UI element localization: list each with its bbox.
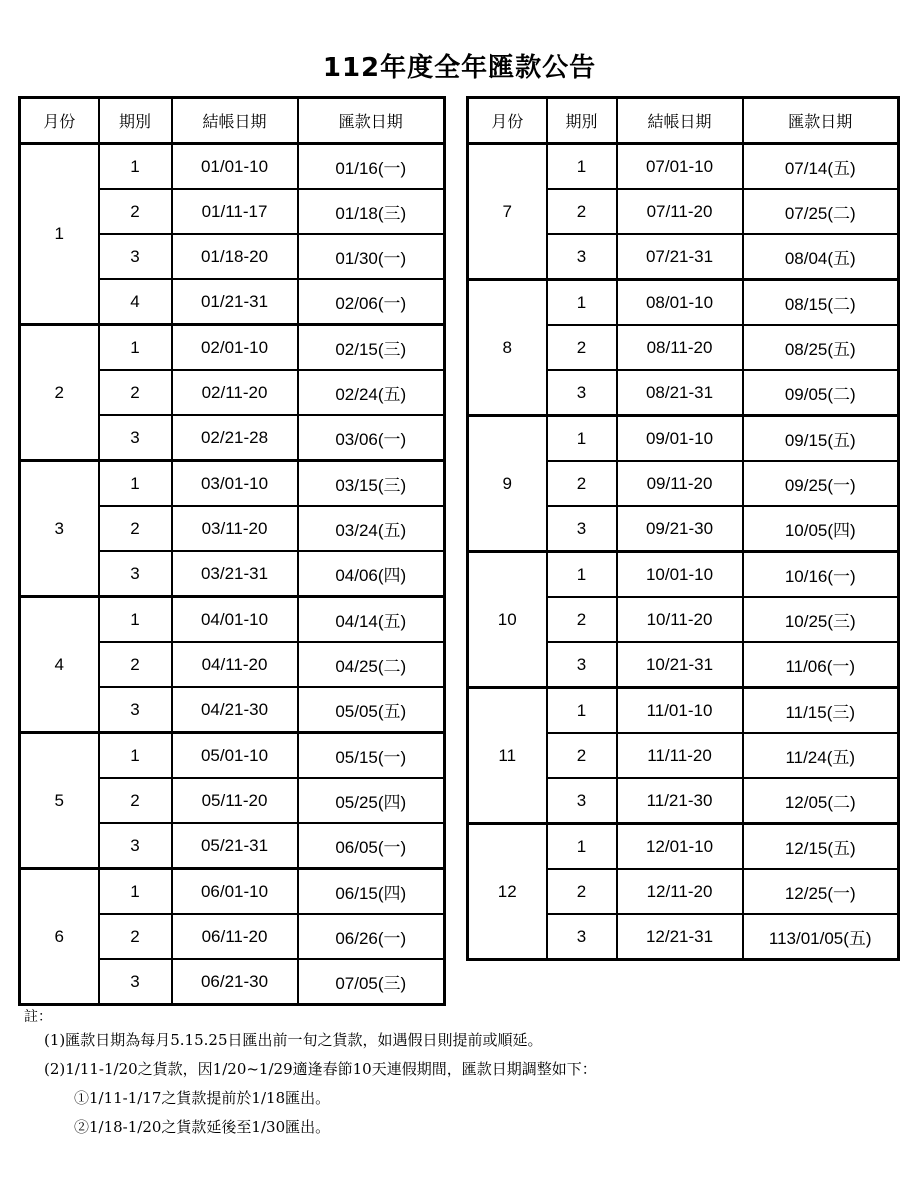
period-cell: 3: [99, 551, 172, 597]
table-row: [20, 325, 445, 371]
closing-date-cell: 07/21-31: [617, 234, 743, 280]
schedule-table-right: [466, 96, 900, 961]
table-row: [20, 461, 445, 507]
note-line-1: (1)匯款日期為每月5.15.25日匯出前一旬之貨款，如遇假日則提前或順延。: [44, 1031, 543, 1049]
period-cell: 2: [99, 370, 172, 415]
remit-date-cell: 11/06(一): [743, 642, 899, 688]
period-cell: 1: [547, 144, 617, 190]
note-line-2: (2)1/11-1/20之貨款，因1/20~1/29適逢春節10天連假期間，匯款日期調整如下：: [44, 1060, 597, 1078]
period-cell: 2: [99, 914, 172, 959]
period-cell: 3: [547, 234, 617, 280]
remit-date-cell: 06/15(四): [298, 869, 445, 915]
period-cell: 3: [547, 370, 617, 416]
period-cell: 2: [99, 189, 172, 234]
closing-date-cell: 10/21-31: [617, 642, 743, 688]
closing-date-cell: 05/01-10: [172, 733, 298, 779]
remit-date-cell: 05/15(一): [298, 733, 445, 779]
closing-date-cell: 12/11-20: [617, 869, 743, 914]
closing-date-cell: 03/21-31: [172, 551, 298, 597]
period-cell: 3: [547, 642, 617, 688]
header-period: 期別: [99, 98, 172, 144]
closing-date-cell: 02/01-10: [172, 325, 298, 371]
notes-heading: 註：: [24, 1009, 52, 1025]
month-cell: 1: [20, 144, 99, 325]
period-cell: 2: [547, 733, 617, 778]
period-cell: 2: [99, 778, 172, 823]
table-row: [468, 552, 899, 598]
period-cell: 2: [547, 325, 617, 370]
notes-section: [24, 1008, 597, 1142]
remit-date-cell: 08/04(五): [743, 234, 899, 280]
remit-date-cell: 10/25(三): [743, 597, 899, 642]
remit-date-cell: 03/24(五): [298, 506, 445, 551]
closing-date-cell: 11/11-20: [617, 733, 743, 778]
closing-date-cell: 07/11-20: [617, 189, 743, 234]
period-cell: 3: [99, 959, 172, 1005]
remit-date-cell: 07/05(三): [298, 959, 445, 1005]
period-cell: 3: [99, 234, 172, 279]
note-sub-2: ②1/18-1/20之貨款延後至1/30匯出。: [74, 1118, 331, 1136]
table-row: [20, 144, 445, 190]
remit-date-cell: 04/14(五): [298, 597, 445, 643]
month-cell: 3: [20, 461, 99, 597]
remit-date-cell: 06/26(一): [298, 914, 445, 959]
table-row: [468, 416, 899, 462]
remit-date-cell: 11/15(三): [743, 688, 899, 734]
period-cell: 2: [547, 189, 617, 234]
remit-date-cell: 03/06(一): [298, 415, 445, 461]
table-row: [20, 869, 445, 915]
closing-date-cell: 11/01-10: [617, 688, 743, 734]
period-cell: 1: [99, 597, 172, 643]
remit-date-cell: 06/05(一): [298, 823, 445, 869]
remit-date-cell: 09/25(一): [743, 461, 899, 506]
month-cell: 12: [468, 824, 547, 960]
closing-date-cell: 08/21-31: [617, 370, 743, 416]
period-cell: 1: [547, 416, 617, 462]
month-cell: 5: [20, 733, 99, 869]
remit-date-cell: 05/05(五): [298, 687, 445, 733]
closing-date-cell: 08/01-10: [617, 280, 743, 326]
schedule-table-left: [18, 96, 446, 1006]
month-cell: 2: [20, 325, 99, 461]
period-cell: 2: [547, 597, 617, 642]
month-cell: 7: [468, 144, 547, 280]
period-cell: 3: [547, 778, 617, 824]
period-cell: 2: [547, 869, 617, 914]
period-cell: 3: [99, 687, 172, 733]
period-cell: 1: [99, 733, 172, 779]
closing-date-cell: 09/01-10: [617, 416, 743, 462]
closing-date-cell: 01/01-10: [172, 144, 298, 190]
closing-date-cell: 02/21-28: [172, 415, 298, 461]
closing-date-cell: 12/01-10: [617, 824, 743, 870]
period-cell: 1: [547, 280, 617, 326]
note-sub-1: ①1/11-1/17之貨款提前於1/18匯出。: [74, 1089, 331, 1107]
header-period: 期別: [547, 98, 617, 144]
closing-date-cell: 03/11-20: [172, 506, 298, 551]
remit-date-cell: 01/16(一): [298, 144, 445, 190]
closing-date-cell: 04/11-20: [172, 642, 298, 687]
closing-date-cell: 07/01-10: [617, 144, 743, 190]
closing-date-cell: 10/01-10: [617, 552, 743, 598]
period-cell: 1: [99, 461, 172, 507]
closing-date-cell: 09/21-30: [617, 506, 743, 552]
period-cell: 2: [99, 642, 172, 687]
remit-date-cell: 02/06(一): [298, 279, 445, 325]
header-remit-date: 匯款日期: [298, 98, 445, 144]
page-title: 112年度全年匯款公告: [322, 53, 597, 83]
table-row: [468, 280, 899, 326]
closing-date-cell: 02/11-20: [172, 370, 298, 415]
header-row: [20, 98, 445, 144]
remit-date-cell: 07/14(五): [743, 144, 899, 190]
closing-date-cell: 11/21-30: [617, 778, 743, 824]
period-cell: 3: [99, 415, 172, 461]
remit-date-cell: 03/15(三): [298, 461, 445, 507]
closing-date-cell: 05/21-31: [172, 823, 298, 869]
remit-date-cell: 12/05(二): [743, 778, 899, 824]
table-row: [468, 824, 899, 870]
period-cell: 2: [547, 461, 617, 506]
period-cell: 1: [99, 869, 172, 915]
period-cell: 1: [547, 552, 617, 598]
header-month: 月份: [20, 98, 99, 144]
remit-date-cell: 02/24(五): [298, 370, 445, 415]
closing-date-cell: 08/11-20: [617, 325, 743, 370]
remit-date-cell: 12/25(一): [743, 869, 899, 914]
header-closing-date: 結帳日期: [172, 98, 298, 144]
closing-date-cell: 10/11-20: [617, 597, 743, 642]
header-row: [468, 98, 899, 144]
month-cell: 9: [468, 416, 547, 552]
remit-date-cell: 07/25(二): [743, 189, 899, 234]
remit-date-cell: 01/30(一): [298, 234, 445, 279]
remit-date-cell: 09/15(五): [743, 416, 899, 462]
table-row: [20, 597, 445, 643]
month-cell: 4: [20, 597, 99, 733]
period-cell: 1: [547, 688, 617, 734]
closing-date-cell: 06/01-10: [172, 869, 298, 915]
remit-date-cell: 04/06(四): [298, 551, 445, 597]
remit-date-cell: 12/15(五): [743, 824, 899, 870]
closing-date-cell: 09/11-20: [617, 461, 743, 506]
closing-date-cell: 03/01-10: [172, 461, 298, 507]
table-row: [20, 733, 445, 779]
closing-date-cell: 01/21-31: [172, 279, 298, 325]
closing-date-cell: 06/21-30: [172, 959, 298, 1005]
header-remit-date: 匯款日期: [743, 98, 899, 144]
table-row: [468, 144, 899, 190]
closing-date-cell: 01/11-17: [172, 189, 298, 234]
closing-date-cell: 05/11-20: [172, 778, 298, 823]
remit-date-cell: 113/01/05(五): [743, 914, 899, 960]
remit-date-cell: 02/15(三): [298, 325, 445, 371]
period-cell: 3: [99, 823, 172, 869]
remit-date-cell: 01/18(三): [298, 189, 445, 234]
month-cell: 11: [468, 688, 547, 824]
remit-date-cell: 09/05(二): [743, 370, 899, 416]
closing-date-cell: 04/01-10: [172, 597, 298, 643]
remit-date-cell: 08/25(五): [743, 325, 899, 370]
remit-date-cell: 10/05(四): [743, 506, 899, 552]
header-closing-date: 結帳日期: [617, 98, 743, 144]
period-cell: 4: [99, 279, 172, 325]
month-cell: 8: [468, 280, 547, 416]
period-cell: 3: [547, 914, 617, 960]
header-month: 月份: [468, 98, 547, 144]
table-row: [468, 688, 899, 734]
remit-date-cell: 04/25(二): [298, 642, 445, 687]
period-cell: 2: [99, 506, 172, 551]
remit-date-cell: 11/24(五): [743, 733, 899, 778]
closing-date-cell: 12/21-31: [617, 914, 743, 960]
closing-date-cell: 01/18-20: [172, 234, 298, 279]
period-cell: 1: [99, 144, 172, 190]
remit-date-cell: 05/25(四): [298, 778, 445, 823]
period-cell: 1: [547, 824, 617, 870]
remit-date-cell: 10/16(一): [743, 552, 899, 598]
closing-date-cell: 04/21-30: [172, 687, 298, 733]
period-cell: 3: [547, 506, 617, 552]
remit-date-cell: 08/15(二): [743, 280, 899, 326]
closing-date-cell: 06/11-20: [172, 914, 298, 959]
period-cell: 1: [99, 325, 172, 371]
month-cell: 10: [468, 552, 547, 688]
month-cell: 6: [20, 869, 99, 1005]
